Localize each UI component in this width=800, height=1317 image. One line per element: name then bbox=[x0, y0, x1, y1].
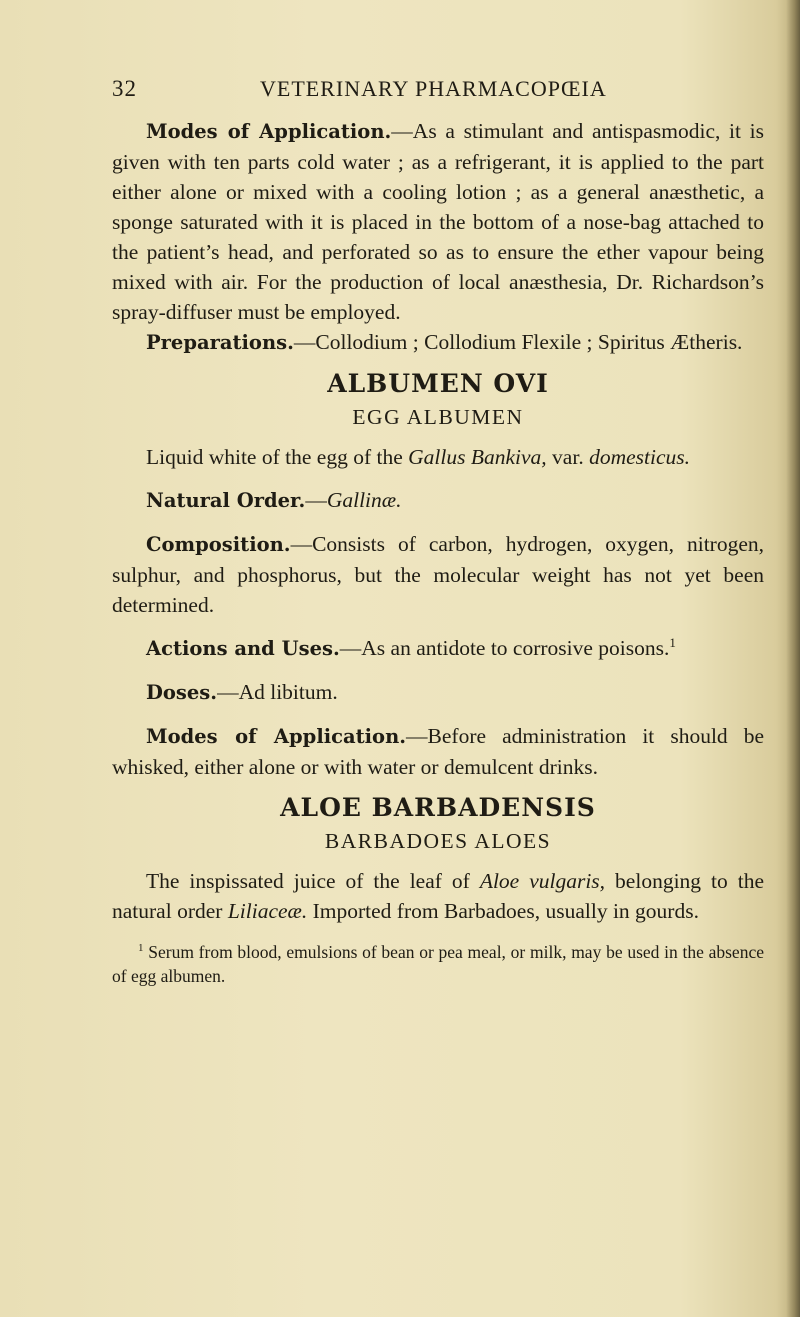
natural-order-paragraph bbox=[112, 485, 764, 516]
text-run: belonging to the natural order bbox=[112, 869, 765, 923]
page-number: 32 bbox=[112, 76, 137, 101]
aloe-description bbox=[112, 866, 764, 926]
paragraph-text: —Ad libitum. bbox=[217, 680, 338, 704]
species-name: Aloe vulgaris, bbox=[479, 869, 606, 893]
preparations-paragraph bbox=[112, 327, 764, 358]
section-label: Modes of Application. bbox=[146, 120, 392, 143]
footnote bbox=[112, 940, 764, 988]
variety-name: domesticus. bbox=[589, 445, 690, 469]
dash: — bbox=[305, 488, 327, 512]
paragraph-text: —Before administration it should be whisked, either alone or with water or demulcent drinks. bbox=[112, 724, 765, 779]
order-name: Gallinæ. bbox=[326, 488, 402, 512]
aloe-heading: ALOE BARBADENSIS bbox=[280, 793, 596, 822]
paragraph-text: —Collodium ; Collodium Flexile ; Spiritus Ætheris. bbox=[293, 330, 743, 354]
section-label: Doses. bbox=[146, 681, 218, 704]
paragraph-text: —As a stimulant and antispasmodic, it is given with ten parts cold water ; as a refrigerant, it is applied to the part either alone or mixed with a cooling lotion ; as a general anæsthetic, a sponge saturated with it is placed in the bottom of a nose-bag attached to the patient’s head, and perforated so as to ensure the ether vapour being mixed with air. For the production of local anæsthesia, Dr. Richardson’s spray-diffuser must be employed. bbox=[112, 119, 764, 324]
page-header bbox=[112, 76, 772, 106]
paragraph-text: —As an antidote to corrosive poisons. bbox=[339, 636, 670, 660]
actions-and-uses-paragraph bbox=[112, 633, 764, 664]
albumen-modes-paragraph bbox=[112, 721, 764, 782]
aloe-subheading: BARBADOES ALOES bbox=[324, 829, 552, 853]
footnote-reference[interactable]: 1 bbox=[669, 634, 676, 650]
modes-of-application-paragraph bbox=[112, 116, 764, 327]
section-label: Composition. bbox=[146, 533, 291, 556]
order-name: Liliaceæ. bbox=[227, 899, 308, 923]
section-label: Actions and Uses. bbox=[146, 637, 340, 660]
footnote-mark: 1 bbox=[138, 942, 144, 955]
text-run: The inspissated juice of the leaf of bbox=[146, 869, 480, 893]
species-name: Gallus Bankiva, bbox=[408, 445, 547, 469]
page-edge-shadow bbox=[786, 0, 800, 1317]
section-label: Preparations. bbox=[146, 331, 294, 354]
text-run: var. bbox=[546, 445, 590, 469]
albumen-subheading: EGG ALBUMEN bbox=[352, 405, 524, 429]
section-label: Natural Order. bbox=[146, 489, 306, 512]
text-run: Liquid white of the egg of the bbox=[146, 445, 409, 469]
text-run: Imported from Barbadoes, usually in gourds. bbox=[307, 899, 699, 923]
composition-paragraph bbox=[112, 529, 764, 620]
body-text bbox=[112, 116, 764, 988]
albumen-description bbox=[112, 442, 764, 472]
paragraph-text: —Consists of carbon, hydrogen, oxygen, nitrogen, sulphur, and phosphorus, but the molecular weight has not yet been determined. bbox=[112, 532, 764, 617]
running-title: VETERINARY PHARMACOPŒIA bbox=[260, 76, 607, 101]
section-label: Modes of Application. bbox=[146, 725, 407, 748]
footnote-text: Serum from blood, emulsions of bean or pea meal, or milk, may be used in the absence of egg albumen. bbox=[112, 942, 764, 986]
doses-paragraph bbox=[112, 677, 764, 708]
albumen-heading: ALBUMEN OVI bbox=[327, 369, 549, 398]
